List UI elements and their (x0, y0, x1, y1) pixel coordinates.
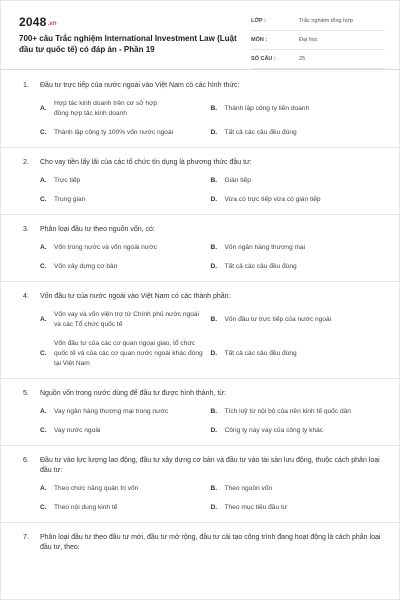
question-divider (1, 147, 400, 148)
answer-option-c[interactable]: C. Thành lập công ty 100% vốn nước ngoài (40, 129, 174, 136)
question-text: 7. Phân loại đầu tư theo đầu tư mới, đầu tư mở rộng, đầu tư cải tạo công trình đang hoạt động là cách phân loại đầu tư, theo: (23, 534, 381, 551)
site-logo[interactable]: 2048.vn (19, 15, 57, 29)
meta-subject-value: Đại học (299, 37, 318, 43)
question-divider (1, 214, 400, 215)
question-6 (1, 456, 400, 513)
question-divider (1, 445, 400, 446)
meta-class-value: Trắc nghiệm tổng hợp (299, 18, 353, 24)
meta-class (251, 15, 385, 31)
meta-count (251, 53, 385, 69)
page-title: 700+ câu Trắc nghiệm International Investment Law (Luật đầu tư quốc tế) có đáp án - Phần 19 (19, 34, 237, 54)
answer-options (40, 99, 381, 138)
answer-options (40, 484, 381, 513)
answer-option-b[interactable]: B. Thành lập công ty liên doanh (210, 105, 310, 112)
answer-option-c[interactable]: C. Vốn xây dựng cơ bản (40, 263, 118, 270)
question-text: 3. Phân loại đầu tư theo nguồn vốn, có: (23, 226, 155, 233)
answer-option-a[interactable]: A. Hợp tác kinh doanh trên cơ sở hợp đồng hợp tác kinh doanh (40, 100, 158, 117)
answer-option-d[interactable]: D. Tất cả các câu đều đúng (210, 350, 297, 357)
answer-option-c[interactable]: C. Theo nội dung kinh tế (40, 504, 118, 511)
question-list (1, 81, 400, 553)
document-meta (251, 15, 385, 72)
question-number: 1. (23, 82, 29, 89)
question-1 (1, 81, 400, 138)
meta-subject-label: MÔN : (251, 37, 268, 43)
question-divider (1, 522, 400, 523)
question-text: 6. Đầu tư vào lực lượng lao động, đầu tư xây dựng cơ bản và đầu tư vào tài sản lưu động, thuộc cách phân loại đầu tư: (23, 457, 380, 474)
meta-class-label: LỚP : (251, 18, 266, 24)
question-4 (1, 292, 400, 369)
question-number: 7. (23, 534, 29, 541)
answer-option-b[interactable]: B. Theo nguồn vốn (210, 485, 273, 492)
answer-option-a[interactable]: A. Trực tiếp (40, 177, 81, 184)
question-3 (1, 225, 400, 272)
meta-subject (251, 34, 385, 50)
answer-option-c[interactable]: C. Trung gian (40, 196, 86, 203)
header-divider (1, 69, 400, 70)
question-number: 4. (23, 293, 29, 300)
meta-count-value: 25 (299, 56, 306, 62)
question-text: 1. Đầu tư trực tiếp của nước ngoài vào Việt Nam có các hình thức: (23, 82, 240, 89)
question-number: 6. (23, 457, 29, 464)
answer-option-d[interactable]: D. Vừa có trực tiếp vừa có gián tiếp (210, 196, 321, 203)
answer-options (40, 176, 381, 205)
answer-options (40, 243, 381, 272)
question-text: 4. Vốn đầu tư của nước ngoài vào Việt Nam có các thành phần: (23, 293, 231, 300)
question-divider (1, 378, 400, 379)
question-text: 5. Nguồn vốn trong nước dùng để đầu tư được hình thành, từ: (23, 390, 226, 397)
answer-option-b[interactable]: B. Tích luỹ từ nội bộ của nền kinh tế quốc dân (210, 408, 351, 415)
question-text: 2. Cho vay tiền lấy lãi của các tổ chức tín dụng là phương thức đầu tư: (23, 159, 252, 166)
question-divider (1, 281, 400, 282)
answer-option-d[interactable]: D. Theo mục tiêu đầu tư (210, 504, 288, 511)
meta-count-label: SỐ CÂU : (251, 56, 276, 62)
question-2 (1, 158, 400, 205)
answer-option-a[interactable]: A. Theo chức năng quản trị vốn (40, 485, 139, 492)
answer-option-c[interactable]: C. Vốn đầu tư của các cơ quan ngoại giao, tổ chức quốc tế và của các cơ quan nước ngoài khác đóng tại Việt Nam (40, 340, 203, 367)
answer-option-b[interactable]: B. Gián tiếp (210, 177, 251, 184)
answer-option-a[interactable]: A. Vay ngân hàng thương mại trong nước (40, 408, 169, 415)
question-7 (1, 533, 400, 553)
answer-option-b[interactable]: B. Vốn đầu tư trực tiếp của nước ngoài (210, 316, 332, 323)
answer-options (40, 310, 381, 369)
question-5 (1, 389, 400, 436)
question-number: 3. (23, 226, 29, 233)
question-number: 5. (23, 390, 29, 397)
answer-options (40, 407, 381, 436)
question-number: 2. (23, 159, 29, 166)
answer-option-d[interactable]: D. Tất cả các câu đều đúng (210, 129, 297, 136)
document-header (19, 15, 385, 73)
answer-option-d[interactable]: D. Công ty này vay của công ty khác (210, 427, 324, 434)
answer-option-c[interactable]: C. Vay nước ngoài (40, 427, 101, 434)
answer-option-a[interactable]: A. Vốn vay và vốn viện trợ từ Chính phủ nước ngoài và các Tổ chức quốc tế (40, 311, 200, 328)
answer-option-b[interactable]: B. Vốn ngân hàng thương mại (210, 244, 306, 251)
answer-option-d[interactable]: D. Tất cả các câu đều đúng (210, 263, 297, 270)
answer-option-a[interactable]: A. Vốn trong nước và vốn ngoài nước (40, 244, 157, 251)
